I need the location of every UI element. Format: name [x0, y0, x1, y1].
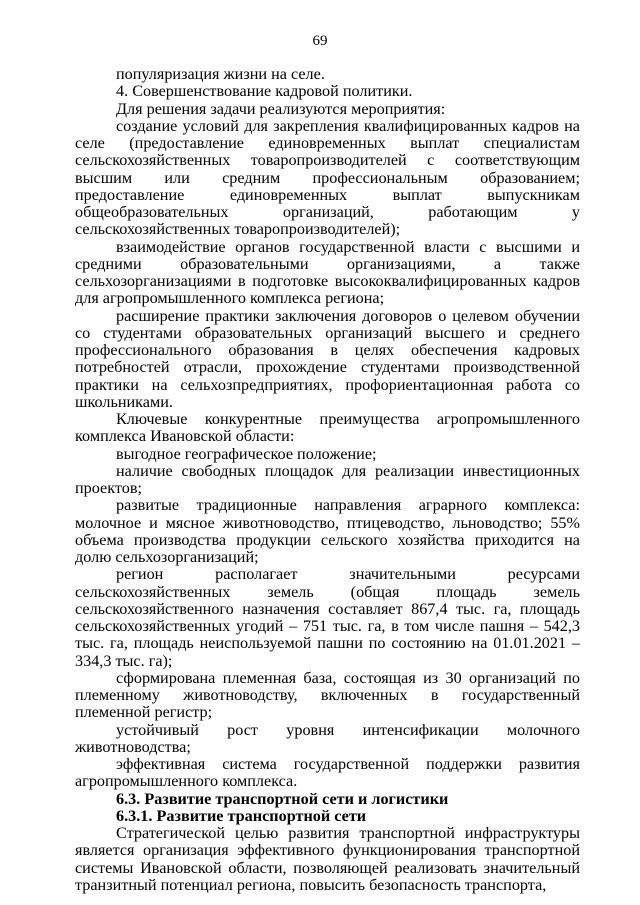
paragraph: популяризация жизни на селе.	[116, 65, 325, 83]
paragraph: сформирована племенная база, состоящая из 30 организаций по племенному животноводству, включенных в государственный племенной регистр;	[75, 668, 580, 722]
paragraph: Для решения задачи реализуются мероприятия:	[116, 99, 446, 118]
paragraph: Стратегической целью развития транспортной инфраструктуры является организация эффективного функционирования транспортной системы Ивановской области, позволяющей реализовать значительный транзитный потенциал региона, повысить безопасность транспорта,	[75, 824, 580, 894]
body-text	[75, 66, 580, 894]
paragraph: взаимодействие органов государственной власти с высшими и средними образовательными организациями, а также сельхозорганизациями в подготовке высококвалифицированных кадров для агропромышленного комплекса региона;	[75, 237, 580, 308]
paragraph: расширение практики заключения договоров о целевом обучении со студентами образовательных организаций высшего и среднего профессионального образования в целях обеспечения кадровых потребностей отрасли, прохождение студентами производственной практики на сельхозпредприятиях, профориентационная работа со школьниками.	[75, 306, 580, 411]
paragraph: эффективная система государственной поддержки развития агропромышленного комплекса.	[75, 755, 580, 791]
paragraph: создание условий для закрепления квалифицированных кадров на селе (предоставление единовременных выплат специалистам сельскохозяйственных товаропроизводителей с соответствующим высшим или средним профессиональным образованием; предоставление единовременных выплат выпускникам общеобразовательных организаций, работающим у сельскохозяйственных товаропроизводителей);	[75, 116, 580, 239]
paragraph: регион располагает значительными ресурсами сельскохозяйственных земель (общая площадь земель сельскохозяйственного назначения составляет 867,4 тыс. га, площадь сельскохозяйственных угодий – 751 тыс. га, в том числе пашня – 542,3 тыс. га, площадь неиспользуемой пашни по состоянию на 01.01.2021 – 334,3 тыс. га);	[75, 565, 580, 670]
page-number: 69	[312, 33, 328, 49]
paragraph: устойчивый рост уровня интенсификации молочного животноводства;	[75, 720, 580, 756]
paragraph: наличие свободных площадок для реализации инвестиционных проектов;	[75, 461, 580, 497]
section-heading: 6.3. Развитие транспортной сети и логистики	[116, 789, 449, 808]
paragraph: Ключевые конкурентные преимущества агропромышленного комплекса Ивановской области:	[75, 410, 580, 446]
paragraph: развитые традиционные направления аграрного комплекса: молочное и мясное животноводство, птицеводство, льноводство; 55% объема производства продукции сельского хозяйства приходится на долю сельхозорганизаций;	[75, 496, 580, 566]
subsection-heading: 6.3.1. Развитие транспортной сети	[116, 806, 367, 825]
paragraph: 4. Совершенствование кадровой политики.	[116, 82, 413, 101]
paragraph: выгодное географическое положение;	[116, 444, 377, 463]
